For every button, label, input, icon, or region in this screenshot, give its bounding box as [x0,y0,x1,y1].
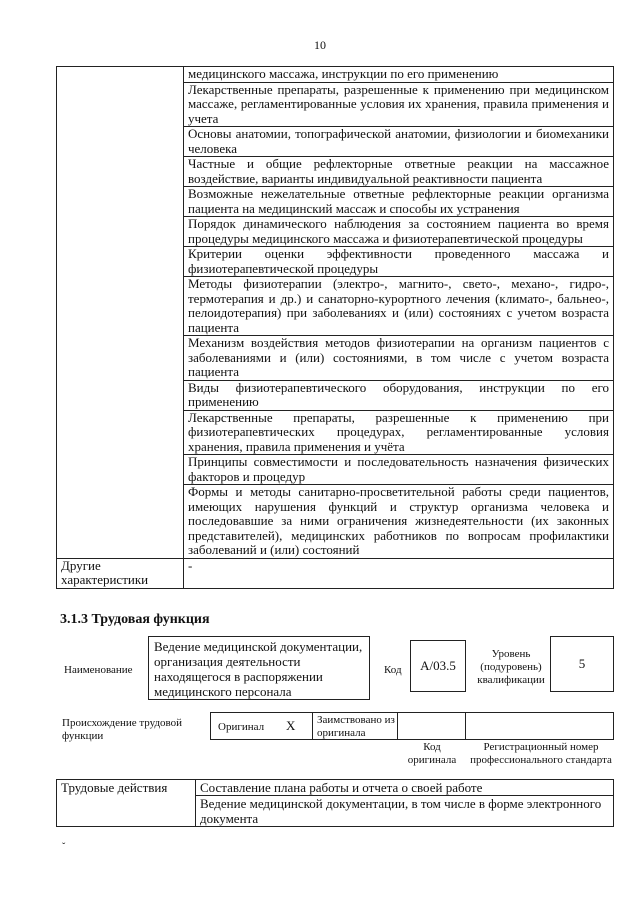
origin-label: Происхождение трудовой функции [62,717,183,742]
knowledge-item: Механизм воздействия методов физиотерапии на организм пациентов с заболеваниями и (или) состояниями, в том числе с учетом возраста пациента [184,336,614,381]
section-title: 3.1.3 Трудовая функция [60,612,210,627]
original-mark: X [286,718,296,733]
table-row [57,780,614,796]
table-row [57,67,614,83]
stray-mark: ˇ [62,842,66,853]
function-code-box: A/03.5 [410,640,466,692]
knowledge-item: медицинского массажа, инструкции по его применению [184,67,614,83]
knowledge-item: Методы физиотерапии (электро-, магнито-, свето-, механо-, гидро-, термотерапия и др.) и санаторно-курортного лечения (климато-, бальнео-, пелоидотерапия) при заболеваниях и (или) состояниях с учетом возраста пациента [184,277,614,336]
labor-action-item: Ведение медицинской документации, в том числе в форме электронного документа [196,796,614,827]
knowledge-item: Частные и общие рефлекторные ответные реакции на массажное воздействие, варианты индивидуальной реактивности пациента [184,157,614,187]
original-label: Оригинал [218,721,265,733]
knowledge-item: Возможные нежелательные ответные рефлекторные реакции организма пациента на медицинский массаж и способы их устранения [184,187,614,217]
borrowed-label: Заимствовано из оригинала [317,714,395,739]
knowledge-item: Порядок динамического наблюдения за состоянием пациента во время процедуры медицинского массажа и физиотерапевтической процедуры [184,217,614,247]
knowledge-item: Формы и методы санитарно-просветительной работы среди пациентов, имеющих нарушения функций и структур организма человека и последовавшие за ними ограничения жизнедеятельности (их законных представителей), медицинских работников по вопросам профилактики заболеваний и (или) состояний [184,485,614,559]
origin-divider [312,713,313,739]
other-characteristics-value: - [184,558,614,588]
origin-divider [465,713,466,739]
qualification-level-label: Уровень (подуровень) квалификации [477,648,545,686]
other-characteristics-label: Другие характеристики [57,558,184,588]
origin-divider [397,713,398,739]
qualification-level-box: 5 [550,636,614,692]
knowledge-item: Виды физиотерапевтического оборудования, инструкции по его применению [184,380,614,410]
origin-box [210,712,614,740]
code-original-caption: Код оригинала [407,741,457,766]
knowledge-table [56,66,614,589]
page-number: 10 [314,38,326,52]
registration-number-caption: Регистрационный номер профессионального стандарта [470,741,612,766]
function-name-box: Ведение медицинской документации, организация деятельности находящегося в распоряжении медицинского персонала [148,636,370,700]
labor-actions-table [56,779,614,827]
knowledge-label-cell [57,67,184,559]
knowledge-item: Принципы совместимости и последовательность назначения физических факторов и процедур [184,455,614,485]
labor-action-item: Составление плана работы и отчета о своей работе [196,780,614,796]
knowledge-item: Критерии оценки эффективности проведенного массажа и физиотерапевтической процедуры [184,247,614,277]
code-label: Код [384,664,402,676]
knowledge-item: Лекарственные препараты, разрешенные к применению при физиотерапевтических процедурах, регламентированные условия хранения, правила применения и учёта [184,410,614,455]
labor-actions-label: Трудовые действия [57,780,196,827]
name-label: Наименование [64,664,133,676]
knowledge-item: Лекарственные препараты, разрешенные к применению при медицинском массаже, регламентированные условия их хранения, правила применения и учета [184,82,614,127]
table-row [57,558,614,588]
knowledge-item: Основы анатомии, топографической анатомии, физиологии и биомеханики человека [184,127,614,157]
